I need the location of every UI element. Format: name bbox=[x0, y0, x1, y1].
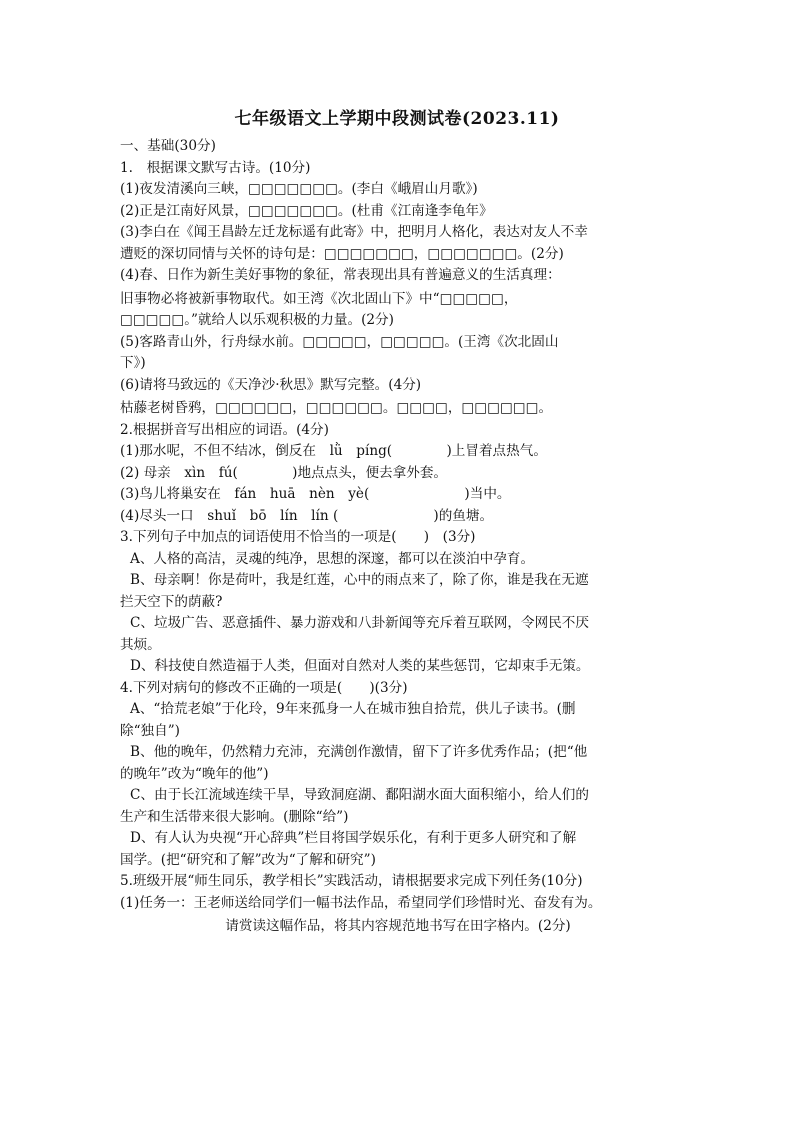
question-5-task-1-line-2: 请赏读这幅作品，将其内容规范地书写在田字格内。(2分) bbox=[225, 918, 571, 934]
question-3-option-d: D、科技使自然造福于人类，但面对自然对人类的某些惩罚，它却束手无策。 bbox=[130, 658, 590, 674]
question-1-item-2: (2)正是江南好风景，□□□□□□□。(杜甫《江南逢李龟年》 bbox=[120, 202, 493, 219]
question-3-option-b-line-2: 拦天空下的荫蔽? bbox=[120, 593, 223, 610]
question-3-option-c-line-2: 其烦。 bbox=[120, 636, 161, 653]
question-1-item-3-line-2: 遭贬的深切同情与关怀的诗句是：□□□□□□□，□□□□□□□。(2分) bbox=[120, 245, 564, 262]
question-4-option-c-line-1: C、由于长江流域连续干旱，导致洞庭湖、鄱阳湖水面大面积缩小，给人们的 bbox=[130, 787, 589, 803]
question-2-item-1: (1)那水呢，不但不结冰，倒反在 lǜ píng( )上冒着点热气。 bbox=[120, 443, 547, 459]
question-3-stem: 3.下列句子中加点的词语使用不恰当的一项是( ) (3分) bbox=[120, 529, 476, 545]
question-1-item-4-line-1: (4)春、日作为新生美好事物的象征，常表现出具有普遍意义的生活真理： bbox=[120, 267, 561, 283]
question-4-option-d-line-1: D、有人认为央视“开心辞典”栏目将国学娱乐化，有利于更多人研究和了解 bbox=[130, 830, 577, 846]
question-2-item-3: (3)鸟儿将巢安在 fán huā nèn yè( )当中。 bbox=[120, 486, 511, 502]
question-4-option-b-line-2: 的晚年”改为“晚年的他”) bbox=[120, 765, 269, 782]
question-1-item-5-line-1: (5)客路青山外，行舟绿水前。□□□□□，□□□□□。(王湾《次北固山 bbox=[120, 333, 559, 350]
question-2-stem: 2.根据拼音写出相应的词语。(4分) bbox=[120, 421, 329, 438]
question-1-item-1: (1)夜发清溪向三峡，□□□□□□□。(李白《峨眉山月歌》) bbox=[120, 181, 478, 197]
question-4-option-a-line-2: 除“独自”) bbox=[120, 722, 180, 739]
question-4-option-a-line-1: A、“拾荒老娘”于化玲，9年来孤身一人在城市独自拾荒，供儿子读书。(删 bbox=[130, 701, 576, 717]
question-2-item-4: (4)尽头一口 shuǐ bō lín lín ( )的鱼塘。 bbox=[120, 507, 494, 524]
question-3-option-c-line-1: C、垃圾广告、恶意插件、暴力游戏和八卦新闻等充斥着互联网，令网民不厌 bbox=[130, 615, 589, 631]
question-5-stem: 5.班级开展“师生同乐，教学相长”实践活动，请根据要求完成下列任务(10分) bbox=[120, 873, 583, 889]
question-1-item-4-line-2: 旧事物必将被新事物取代。如王湾《次北固山下》中“□□□□□， bbox=[120, 290, 518, 307]
section-heading: 一、基础(30分) bbox=[120, 138, 216, 154]
question-4-option-b-line-1: B、他的晚年，仍然精力充沛，充满创作激情，留下了许多优秀作品；(把“他 bbox=[130, 744, 588, 760]
page-title: 七年级语文上学期中段测试卷(2023.11) bbox=[234, 109, 560, 129]
question-5-task-1-line-1: (1)任务一：王老师送给同学们一幅书法作品，希望同学们珍惜时光、奋发有为。 bbox=[120, 894, 602, 911]
question-4-stem: 4.下列对病句的修改不正确的一项是( )(3分) bbox=[120, 679, 408, 696]
question-4-option-c-line-2: 生产和生活带来很大影响。(删除“给”) bbox=[120, 808, 349, 825]
exam-content bbox=[120, 136, 676, 938]
question-1-stem: 1. 根据课文默写古诗。(10分) bbox=[120, 159, 311, 176]
question-1-item-6-line-2: 枯藤老树昏鸦，□□□□□□，□□□□□□。□□□□，□□□□□□。 bbox=[120, 400, 553, 416]
question-1-item-4-line-3: □□□□□。”就给人以乐观积极的力量。(2分) bbox=[120, 312, 394, 328]
question-3-option-a: A、人格的高洁，灵魂的纯净，思想的深邃，都可以在淡泊中孕育。 bbox=[130, 550, 535, 567]
question-4-option-d-line-2: 国学。(把“研究和了解”改为“了解和研究”) bbox=[120, 851, 376, 868]
question-2-item-2: (2) 母亲 xìn fú( )地点点头，便去拿外套。 bbox=[120, 464, 448, 481]
question-1-item-3-line-1: (3)李白在《闻王昌龄左迁龙标遥有此寄》中，把明月人格化，表达对友人不幸 bbox=[120, 224, 588, 240]
question-1-item-6-line-1: (6)请将马致远的《天净沙·秋思》默写完整。(4分) bbox=[120, 376, 422, 393]
question-1-item-5-line-2: 下》) bbox=[120, 355, 146, 371]
question-3-option-b-line-1: B、母亲啊！你是荷叶，我是红莲，心中的雨点来了，除了你，谁是我在无遮 bbox=[130, 572, 589, 588]
